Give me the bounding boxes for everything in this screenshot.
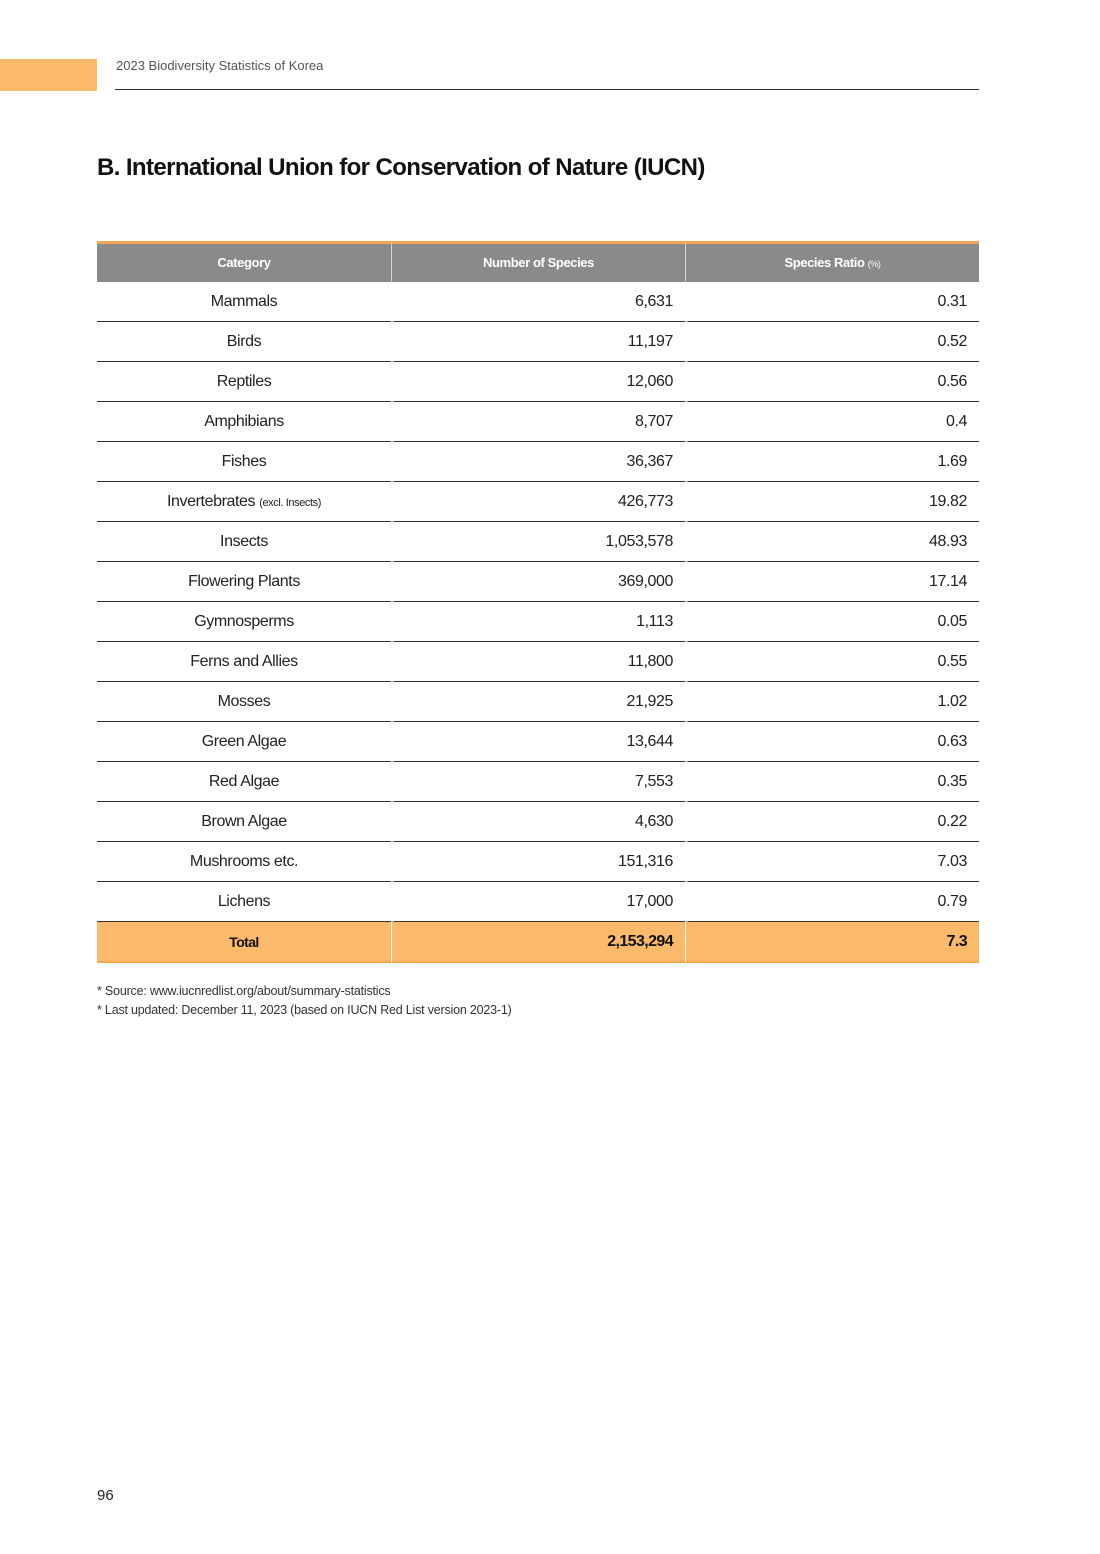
species-count-cell: 151,316 xyxy=(391,842,685,882)
category-label: Mosses xyxy=(217,692,271,710)
species-count-cell: 426,773 xyxy=(391,482,685,522)
species-ratio-cell: 0.4 xyxy=(685,402,979,442)
species-ratio-cell: 7.03 xyxy=(685,842,979,882)
category-cell xyxy=(97,402,391,442)
species-count-cell: 6,631 xyxy=(391,282,685,322)
category-label: Ferns and Allies xyxy=(190,652,298,670)
table-total-row xyxy=(97,922,979,963)
source-note: * Source: www.iucnredlist.org/about/summary-statistics xyxy=(97,984,391,998)
species-count-cell: 4,630 xyxy=(391,802,685,842)
header-divider xyxy=(115,89,979,90)
category-cell xyxy=(97,762,391,802)
species-count-cell: 36,367 xyxy=(391,442,685,482)
category-label: Lichens xyxy=(217,892,271,910)
table-row xyxy=(97,442,979,482)
species-ratio-cell: 1.69 xyxy=(685,442,979,482)
species-count-cell: 1,053,578 xyxy=(391,522,685,562)
species-ratio-cell: 1.02 xyxy=(685,682,979,722)
table-row xyxy=(97,842,979,882)
species-ratio-cell: 0.79 xyxy=(685,882,979,922)
category-label: Fishes xyxy=(221,452,267,470)
section-title: B. International Union for Conservation of Nature (IUCN) xyxy=(97,154,705,181)
species-ratio-cell: 19.82 xyxy=(685,482,979,522)
category-label: Invertebrates xyxy=(166,492,256,510)
table-row xyxy=(97,762,979,802)
page-number: 96 xyxy=(97,1487,114,1504)
table-header-row xyxy=(97,241,979,282)
ratio-header-unit: (%) xyxy=(867,259,881,269)
column-header-category: Category xyxy=(97,241,391,282)
category-cell xyxy=(97,442,391,482)
category-label: Red Algae xyxy=(208,772,280,790)
category-label: Flowering Plants xyxy=(188,572,300,590)
category-label: Green Algae xyxy=(201,732,287,750)
category-cell xyxy=(97,362,391,402)
category-cell xyxy=(97,842,391,882)
species-ratio-cell: 0.63 xyxy=(685,722,979,762)
table-row xyxy=(97,642,979,682)
species-ratio-cell: 17.14 xyxy=(685,562,979,602)
table-row xyxy=(97,882,979,922)
category-cell xyxy=(97,482,391,522)
table-row xyxy=(97,402,979,442)
category-label: Birds xyxy=(226,332,262,350)
species-count-cell: 8,707 xyxy=(391,402,685,442)
category-label: Mammals xyxy=(210,292,278,310)
category-label: Mushrooms etc. xyxy=(189,852,299,870)
table-row xyxy=(97,602,979,642)
category-label: Brown Algae xyxy=(201,812,287,830)
table-row xyxy=(97,682,979,722)
running-header: 2023 Biodiversity Statistics of Korea xyxy=(116,58,324,73)
table-notes xyxy=(97,982,512,1020)
column-header-number: Number of Species xyxy=(391,241,685,282)
total-ratio: 7.3 xyxy=(685,922,979,963)
category-cell xyxy=(97,562,391,602)
category-cell xyxy=(97,642,391,682)
species-ratio-cell: 0.31 xyxy=(685,282,979,322)
category-cell xyxy=(97,322,391,362)
species-count-cell: 13,644 xyxy=(391,722,685,762)
header-accent-bar xyxy=(0,59,97,91)
species-ratio-cell: 0.05 xyxy=(685,602,979,642)
category-cell xyxy=(97,722,391,762)
table-row xyxy=(97,282,979,322)
table-row xyxy=(97,522,979,562)
ratio-header-label: Species Ratio xyxy=(784,255,865,270)
species-ratio-cell: 0.56 xyxy=(685,362,979,402)
species-ratio-cell: 0.55 xyxy=(685,642,979,682)
category-label: Insects xyxy=(220,532,268,550)
category-cell xyxy=(97,882,391,922)
table-row xyxy=(97,722,979,762)
species-count-cell: 11,197 xyxy=(391,322,685,362)
category-cell xyxy=(97,522,391,562)
table-row xyxy=(97,482,979,522)
species-count-cell: 21,925 xyxy=(391,682,685,722)
category-label: Amphibians xyxy=(204,412,284,430)
column-header-ratio xyxy=(685,241,979,282)
species-count-cell: 12,060 xyxy=(391,362,685,402)
category-label: Reptiles xyxy=(216,372,272,390)
category-cell xyxy=(97,282,391,322)
category-cell xyxy=(97,802,391,842)
species-count-cell: 17,000 xyxy=(391,882,685,922)
category-label: Gymnosperms xyxy=(194,612,294,630)
species-ratio-cell: 0.35 xyxy=(685,762,979,802)
species-ratio-cell: 48.93 xyxy=(685,522,979,562)
category-note: (excl. Insects) xyxy=(259,496,322,509)
total-number: 2,153,294 xyxy=(391,922,685,963)
iucn-species-table xyxy=(97,241,979,963)
species-count-cell: 11,800 xyxy=(391,642,685,682)
total-label: Total xyxy=(97,922,391,963)
category-cell xyxy=(97,682,391,722)
species-count-cell: 7,553 xyxy=(391,762,685,802)
updated-note: * Last updated: December 11, 2023 (based on IUCN Red List version 2023-1) xyxy=(97,1003,512,1017)
table-row xyxy=(97,362,979,402)
table-row xyxy=(97,802,979,842)
table-row xyxy=(97,562,979,602)
species-ratio-cell: 0.22 xyxy=(685,802,979,842)
species-count-cell: 369,000 xyxy=(391,562,685,602)
species-count-cell: 1,113 xyxy=(391,602,685,642)
table-row xyxy=(97,322,979,362)
species-ratio-cell: 0.52 xyxy=(685,322,979,362)
category-cell xyxy=(97,602,391,642)
